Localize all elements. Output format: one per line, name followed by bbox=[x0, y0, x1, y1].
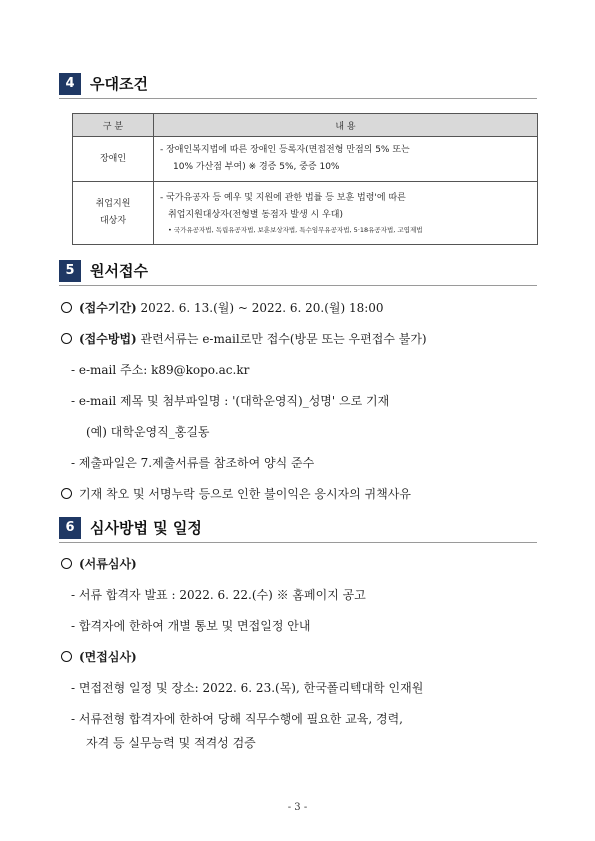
table-header-category: 구 분 bbox=[73, 114, 154, 137]
email-example: (예) 대학운영직_홍길동 bbox=[86, 425, 210, 439]
table-row bbox=[73, 182, 538, 245]
table-header-content: 내 용 bbox=[154, 114, 538, 137]
row2-cat-line1: 취업지원 bbox=[95, 199, 131, 209]
table-row bbox=[73, 137, 538, 182]
row1-line1: - 장애인복지법에 따른 장애인 등록자(면접전형 만점의 5% 또는 bbox=[160, 144, 410, 155]
file-format: - 제출파일은 7.제출서류를 참조하여 양식 준수 bbox=[71, 456, 315, 470]
interview-schedule: - 면접전형 일정 및 장소: 2022. 6. 23.(목), 한국폴리텍대학 인재원 bbox=[71, 681, 424, 695]
section-6-number: 6 bbox=[59, 517, 81, 539]
reception-period bbox=[61, 300, 384, 316]
section-6-header bbox=[59, 516, 537, 543]
section-5-header bbox=[59, 259, 537, 286]
table-cell-content bbox=[154, 137, 538, 182]
method-text: 관련서류는 e-mail로만 접수(방문 또는 우편접수 불가) bbox=[136, 332, 427, 346]
email-address: - e-mail 주소: k89@kopo.ac.kr bbox=[71, 363, 250, 377]
page-number: - 3 - bbox=[287, 802, 308, 813]
preference-table bbox=[72, 113, 538, 245]
notice-text: 기재 착오 및 서명누락 등으로 인한 불이익은 응시자의 귀책사유 bbox=[79, 487, 411, 501]
notice bbox=[61, 486, 411, 502]
int-label: (면접심사) bbox=[79, 650, 137, 664]
reception-method bbox=[61, 331, 427, 347]
section-4-number: 4 bbox=[59, 73, 81, 95]
row2-note: • 국가유공자법, 독립유공자법, 보훈보상자법, 특수임무유공자법, 5·18유공자법, 고엽제법 bbox=[168, 225, 423, 234]
circle-bullet-icon bbox=[61, 333, 72, 344]
circle-bullet-icon bbox=[61, 302, 72, 313]
doc-notify: - 합격자에 한하여 개별 통보 및 면접일정 안내 bbox=[71, 619, 311, 633]
method-label: (접수방법) bbox=[79, 332, 137, 346]
email-subject: - e-mail 제목 및 첨부파일명 : '(대학운영직)_성명' 으로 기재 bbox=[71, 394, 390, 408]
interview-desc-1: - 서류전형 합격자에 한하여 당해 직무수행에 필요한 교육, 경력, bbox=[71, 712, 404, 726]
section-4-title: 우대조건 bbox=[90, 75, 148, 93]
doc-label: (서류심사) bbox=[79, 557, 137, 571]
document-review bbox=[61, 556, 137, 572]
table-header-row bbox=[73, 114, 538, 137]
row2-line2: 취업지원대상자(전형별 동점자 발생 시 우대) bbox=[168, 209, 343, 220]
section-4-header bbox=[59, 72, 537, 99]
circle-bullet-icon bbox=[61, 488, 72, 499]
interview-desc-2: 자격 등 실무능력 및 적격성 검증 bbox=[86, 736, 256, 750]
section-6-title: 심사방법 및 일정 bbox=[90, 519, 202, 537]
row2-line1: - 국가유공자 등 예우 및 지원에 관한 법률 등 보훈 법령'에 따른 bbox=[160, 192, 406, 203]
circle-bullet-icon bbox=[61, 651, 72, 662]
table-cell-content bbox=[154, 182, 538, 245]
section-5-number: 5 bbox=[59, 260, 81, 282]
row2-cat-line2: 대상자 bbox=[99, 216, 127, 226]
period-label: (접수기간) bbox=[79, 301, 137, 315]
interview-review bbox=[61, 649, 137, 665]
period-text: 2022. 6. 13.(월) ~ 2022. 6. 20.(월) 18:00 bbox=[136, 301, 384, 315]
table-cell-category bbox=[73, 182, 154, 245]
doc-announce: - 서류 합격자 발표 : 2022. 6. 22.(수) ※ 홈페이지 공고 bbox=[71, 588, 366, 602]
row1-line2: 10% 가산점 부여) ※ 경증 5%, 중증 10% bbox=[173, 161, 340, 172]
section-5-title: 원서접수 bbox=[90, 262, 148, 280]
table-cell-category: 장애인 bbox=[73, 137, 154, 182]
circle-bullet-icon bbox=[61, 558, 72, 569]
